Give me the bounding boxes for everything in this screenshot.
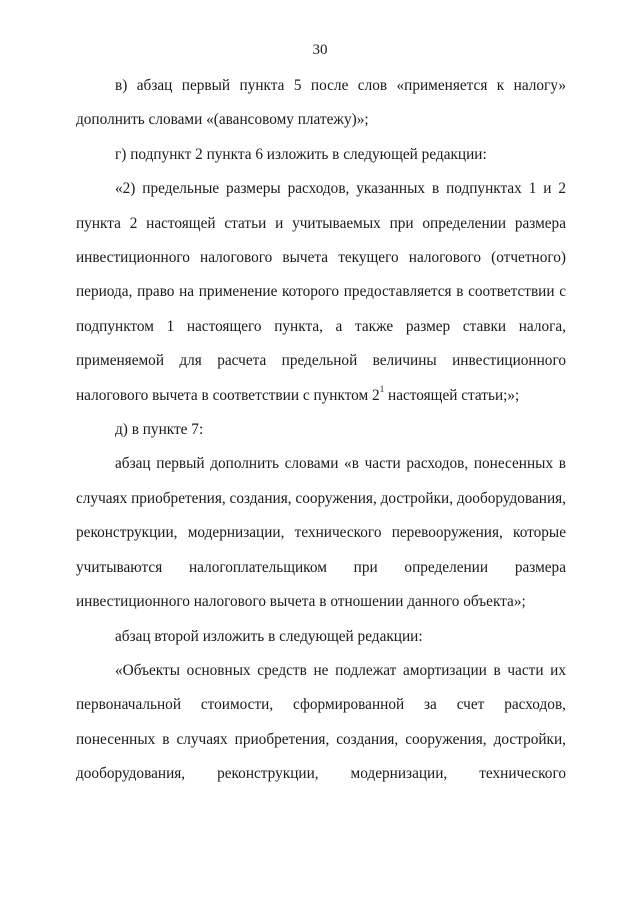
document-body — [76, 69, 566, 792]
paragraph-text-main: «2) предельные размеры расходов, указанных в подпунктах 1 и 2 пункта 2 настоящей статьи и учитываемых при определении размера инвестиционного налогового вычета текущего налогового (отчетного) периода, право на применение которого предоставляется в соответствии с подпунктом 1 настоящего пункта, а также размер ставки налога, применяемой для расчета предельной величины инвестиционного налогового вычета в соответствии с пунктом 2 — [76, 180, 566, 404]
paragraph-item-v: в) абзац первый пункта 5 после слов «применяется к налогу» дополнить словами «(авансовому платежу)»; — [76, 77, 566, 129]
paragraph-item-d: д) в пункте 7: — [115, 421, 204, 439]
paragraph-second-abzac-heading: абзац второй изложить в следующей редакции: — [115, 627, 423, 645]
paragraph-first-abzac-addition: абзац первый дополнить словами «в части расходов, понесенных в случаях приобретения, создания, сооружения, достройки, дооборудования, реконструкции, модернизации, технического перевооружения, которые учитываются налогоплательщиком при определении размера инвестиционного налогового вычета в отношении данного объекта»; — [76, 455, 566, 611]
paragraph-subitem-2-new-wording — [76, 172, 566, 413]
paragraph-item-g: г) подпункт 2 пункта 6 изложить в следующей редакции: — [115, 145, 487, 163]
paragraph-text-tail: настоящей статьи;»; — [384, 386, 520, 404]
paragraph-new-wording-objects: «Объекты основных средств не подлежат амортизации в части их первоначальной стоимости, сформированной за счет расходов, понесенных в случаях приобретения, создания, сооружения, достройки, дооборудования, реконструкции, модернизации, технического — [76, 661, 566, 783]
page-number: 30 — [312, 42, 328, 58]
superscript-index: 1 — [379, 383, 385, 394]
